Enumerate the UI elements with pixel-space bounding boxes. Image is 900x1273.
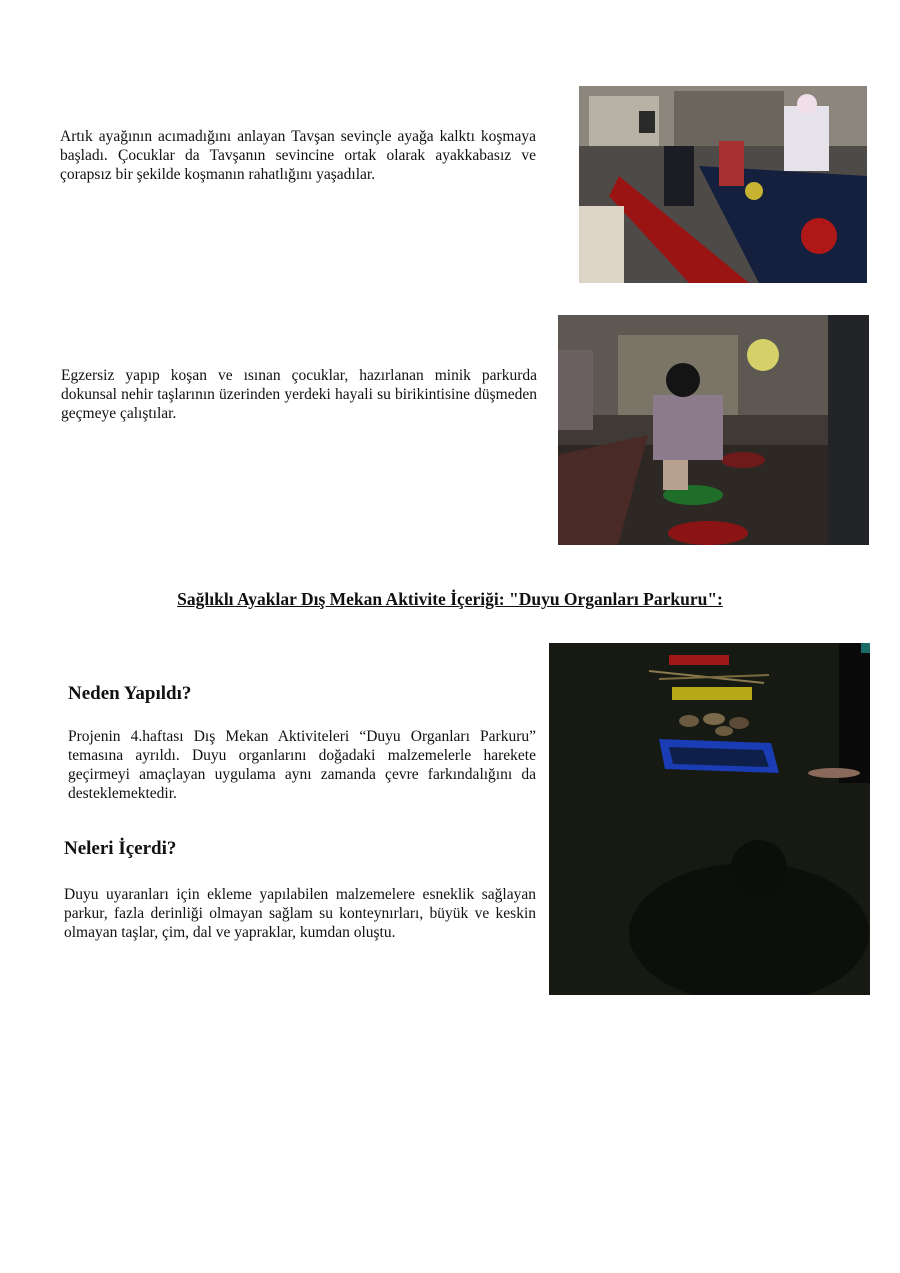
section-title-outdoor-activity: Sağlıklı Ayaklar Dış Mekan Aktivite İçeriği: "Duyu Organları Parkuru": [177,589,723,609]
photo-children-running-on-mat [579,86,867,283]
paragraph-what-included: Duyu uyaranları için ekleme yapılabilen malzemelere esneklik sağlayan parkur, fazla derinliği olmayan sağlam su konteynırları, büyük ve keskin olmayan taşlar, çim, dal ve yapraklar, kumdan oluştu. [64,886,536,941]
heading-what-included: Neleri İçerdi? [64,838,177,859]
paragraph-why-done: Projenin 4.haftası Dış Mekan Aktiviteleri “Duyu Organları Parkuru” temasına ayrıldı. Duyu organlarını doğadaki malzemelerle harekete geçirmeyi amaçlayan uygulama aynı zamanda çevre farkındalığını da desteklemektedir. [68,728,536,802]
paragraph-rabbit-running: Artık ayağının acımadığını anlayan Tavşan sevinçle ayağa kalktı koşmaya başladı. Çocuklar da Tavşanın sevincine ortak olarak ayakkabasız ve çorapsız bir şekilde koşmanın rahatlığını yaşadılar. [60,128,536,183]
photo-sensory-parkour-on-grass [549,643,870,995]
photo-child-on-stepping-stones [558,315,869,545]
paragraph-river-stones: Egzersiz yapıp koşan ve ısınan çocuklar, hazırlanan minik parkurda dokunsal nehir taşlarının üzerinden yerdeki hayali su birikintisine düşmeden geçmeye çalıştılar. [61,367,537,422]
heading-why-done: Neden Yapıldı? [68,683,192,704]
